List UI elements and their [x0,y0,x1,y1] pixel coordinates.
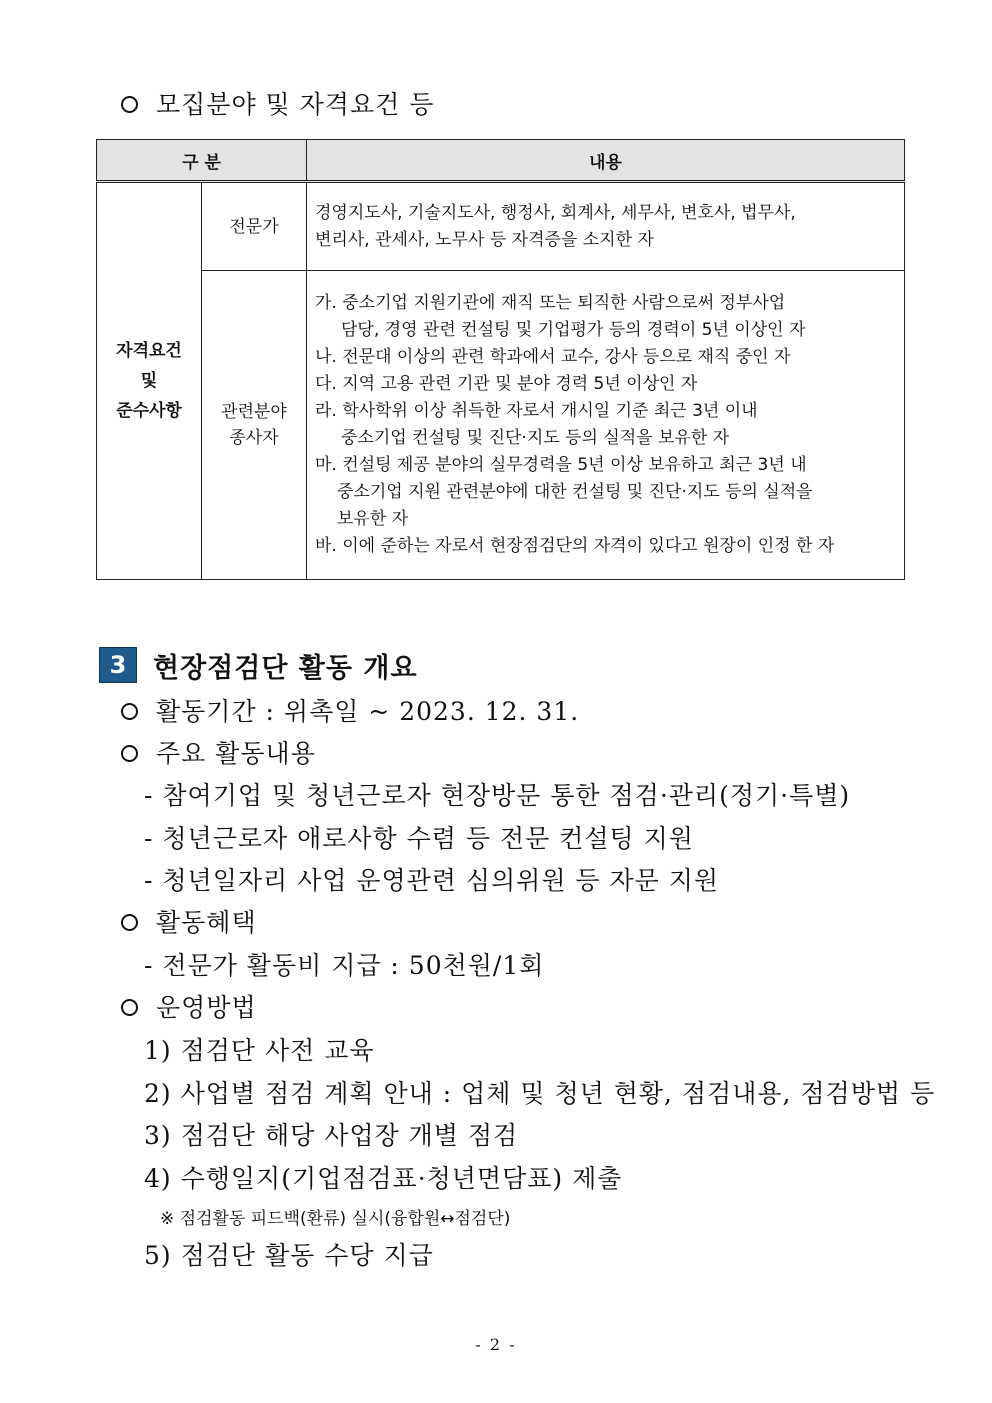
main-activities-heading: 주요 활동내용 [121,738,316,770]
circle-bullet-icon [121,96,138,113]
circle-bullet-icon [121,999,138,1016]
page-number: - 2 - [475,1335,517,1354]
recruitment-heading: 모집분야 및 자격요건 등 [121,89,434,121]
circle-bullet-icon [121,703,138,720]
benefits-heading: 활동혜택 [121,907,257,939]
list-item: 1) 점검단 사전 교육 [144,1036,375,1065]
list-item: 4) 수행일지(기업점검표·청년면담표) 제출 [144,1164,623,1193]
circle-bullet-icon [121,914,138,931]
list-item: - 전문가 활동비 지급 : 50천원/1회 [144,951,545,980]
table-header-row [97,140,905,182]
list-item: - 참여기업 및 청년근로자 현장방문 통한 점검·관리(정기·특별) [144,781,851,810]
category-cell: 자격요건 및 준수사항 [97,182,202,580]
list-item: 5) 점검단 활동 수당 지급 [144,1241,434,1270]
subcategory-cell-related: 관련분야 종사자 [202,271,307,580]
table-row [97,271,905,580]
header-content: 내용 [307,140,905,182]
activity-period: 활동기간 : 위촉일 ~ 2023. 12. 31. [121,696,579,728]
requirements-table [96,139,905,580]
section-title: 현장점검단 활동 개요 [153,652,418,684]
header-category: 구 분 [97,140,307,182]
section-number-badge: 3 [99,647,137,683]
note: ※ 점검활동 피드백(환류) 실시(융합원↔점검단) [160,1209,511,1229]
content-cell-related: 가. 중소기업 지원기관에 재직 또는 퇴직한 사람으로써 정부사업 담당, 경영 관련 컨설팅 및 기업평가 등의 경력이 5년 이상인 자 나. 전문대 이상의 관련 학과에서 교수, 강사 등으로 재직 중인 자 다. 지역 고용 관련 기관 및 분야 경력 5년 이상인 자 라. 학사학위 이상 취득한 자로서 개시일 기준 최근 3년 이내 중소기업 컨설팅 및 진단·지도 등의 실적을 보유한 자 마. 컨설팅 제공 분야의 실무경력을 5년 이상 보유하고 최근 3년 내 중소기업 지원 관련분야에 대한 컨설팅 및 진단·지도 등의 실적을 보유한 자 바. 이에 준하는 자로서 현장점검단의 자격이 있다고 원장이 인정 한 자 [307,271,905,580]
content-cell-expert: 경영지도사, 기술지도사, 행정사, 회계사, 세무사, 변호사, 법무사, 변리사, 관세사, 노무사 등 자격증을 소지한 자 [307,182,905,271]
list-item: - 청년일자리 사업 운영관련 심의위원 등 자문 지원 [144,866,720,895]
operation-heading: 운영방법 [121,992,257,1024]
section-3-header [99,646,418,684]
list-item: - 청년근로자 애로사항 수렴 등 전문 컨설팅 지원 [144,824,694,853]
list-item: 2) 사업별 점검 계획 안내 : 업체 및 청년 현황, 점검내용, 점검방법 등 [144,1079,936,1108]
subcategory-cell-expert: 전문가 [202,182,307,271]
table-row [97,182,905,271]
circle-bullet-icon [121,745,138,762]
list-item: 3) 점검단 해당 사업장 개별 점검 [144,1121,519,1150]
